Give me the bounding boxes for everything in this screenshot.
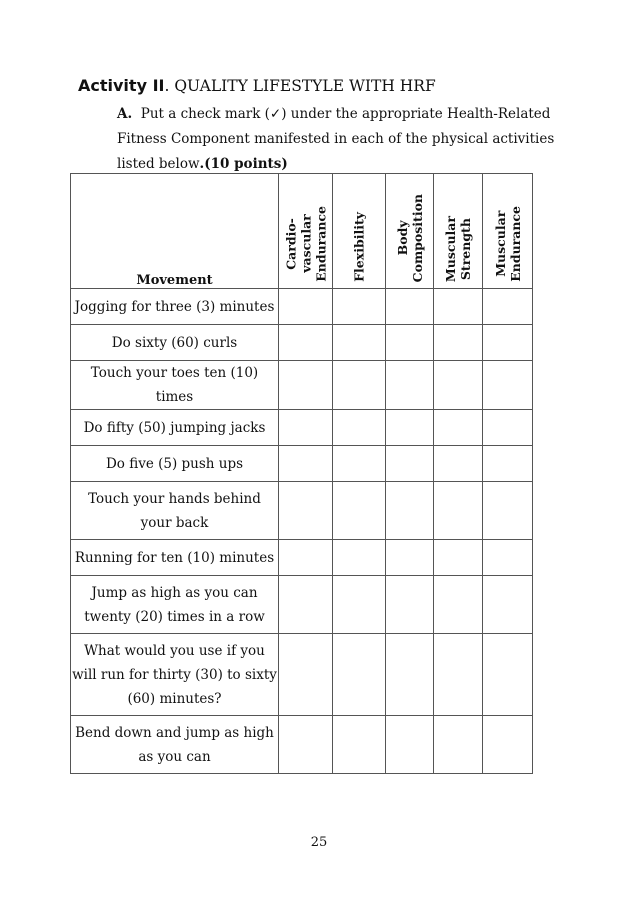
checkmark-cell[interactable] xyxy=(483,482,533,540)
page-number: 25 xyxy=(310,835,328,850)
checkmark-cell[interactable] xyxy=(386,410,434,446)
checkmark-cell[interactable] xyxy=(279,446,333,482)
checkmark-cell[interactable] xyxy=(483,410,533,446)
checkmark-cell[interactable] xyxy=(483,446,533,482)
checkmark-cell[interactable] xyxy=(279,540,333,576)
checkmark-cell[interactable] xyxy=(333,361,386,410)
movement-label: Bend down and jump as high as you can xyxy=(71,716,279,774)
checkmark-cell[interactable] xyxy=(483,634,533,716)
checkmark-cell[interactable] xyxy=(483,361,533,410)
component-header xyxy=(483,174,533,289)
checkmark-cell[interactable] xyxy=(279,289,333,325)
checkmark-cell[interactable] xyxy=(333,716,386,774)
movement-label: Jogging for three (3) minutes xyxy=(71,289,279,325)
checkmark-cell[interactable] xyxy=(386,634,434,716)
checkmark-cell[interactable] xyxy=(434,482,483,540)
checkmark-cell[interactable] xyxy=(279,576,333,634)
movement-label: Do fifty (50) jumping jacks xyxy=(71,410,279,446)
checkmark-cell[interactable] xyxy=(434,716,483,774)
table-row xyxy=(71,482,533,540)
movement-label: What would you use if you will run for thirty (30) to sixty (60) minutes? xyxy=(71,634,279,716)
component-header-label: Muscular Endurance xyxy=(492,206,523,282)
checkmark-cell[interactable] xyxy=(483,289,533,325)
component-header xyxy=(333,174,386,289)
activity-title-text: QUALITY LIFESTYLE WITH HRF xyxy=(169,77,436,95)
table-row xyxy=(71,540,533,576)
checkmark-cell[interactable] xyxy=(333,325,386,361)
instruction-letter: A. xyxy=(117,106,133,122)
checkmark-cell[interactable] xyxy=(386,716,434,774)
checkmark-cell[interactable] xyxy=(386,482,434,540)
checkmark-cell[interactable] xyxy=(483,540,533,576)
activity-label-punct: . xyxy=(164,77,170,95)
checkmark-cell[interactable] xyxy=(279,634,333,716)
table-row xyxy=(71,446,533,482)
table-row xyxy=(71,289,533,325)
component-header-label: Body Composition xyxy=(394,193,425,282)
checkmark-cell[interactable] xyxy=(483,576,533,634)
movement-label: Do five (5) push ups xyxy=(71,446,279,482)
hrf-checklist-table xyxy=(70,173,533,774)
checkmark-cell[interactable] xyxy=(434,634,483,716)
checkmark-cell[interactable] xyxy=(333,540,386,576)
checkmark-cell[interactable] xyxy=(434,410,483,446)
table-row xyxy=(71,410,533,446)
table-row xyxy=(71,716,533,774)
checkmark-cell[interactable] xyxy=(386,576,434,634)
instructions xyxy=(117,102,577,177)
checkmark-cell[interactable] xyxy=(386,446,434,482)
table-row xyxy=(71,325,533,361)
checkmark-cell[interactable] xyxy=(434,446,483,482)
checkmark-cell[interactable] xyxy=(434,325,483,361)
movement-label: Jump as high as you can twenty (20) times in a row xyxy=(71,576,279,634)
instruction-points: .(10 points) xyxy=(199,156,288,172)
checkmark-cell[interactable] xyxy=(333,576,386,634)
checkmark-cell[interactable] xyxy=(386,540,434,576)
component-header-label: Muscular Strength xyxy=(443,215,473,282)
checkmark-cell[interactable] xyxy=(333,446,386,482)
movement-label: Do sixty (60) curls xyxy=(71,325,279,361)
checkmark-cell[interactable] xyxy=(333,289,386,325)
movement-label: Touch your hands behind your back xyxy=(71,482,279,540)
movement-label: Touch your toes ten (10) times xyxy=(71,361,279,410)
movement-label: Running for ten (10) minutes xyxy=(71,540,279,576)
component-header xyxy=(434,174,483,289)
checkmark-cell[interactable] xyxy=(279,410,333,446)
activity-title xyxy=(78,76,436,95)
checkmark-cell[interactable] xyxy=(434,540,483,576)
activity-label: Activity II xyxy=(78,76,165,95)
checkmark-cell[interactable] xyxy=(434,361,483,410)
component-header-label: Cardio- vascular Endurance xyxy=(283,206,328,282)
checkmark-cell[interactable] xyxy=(483,325,533,361)
table-row xyxy=(71,634,533,716)
checkmark-cell[interactable] xyxy=(279,325,333,361)
checkmark-cell[interactable] xyxy=(434,576,483,634)
checkmark-cell[interactable] xyxy=(333,482,386,540)
checkmark-cell[interactable] xyxy=(483,716,533,774)
component-header xyxy=(279,174,333,289)
table-row xyxy=(71,361,533,410)
checkmark-cell[interactable] xyxy=(333,410,386,446)
checkmark-cell[interactable] xyxy=(386,325,434,361)
checkmark-cell[interactable] xyxy=(279,716,333,774)
checkmark-cell[interactable] xyxy=(386,361,434,410)
instruction-text: Put a check mark (✓) under the appropriate Health-Related Fitness Component manifested in each of the physical activities listed below xyxy=(117,106,555,172)
checkmark-cell[interactable] xyxy=(279,482,333,540)
checkmark-cell[interactable] xyxy=(386,289,434,325)
component-header-label: Flexibility xyxy=(351,212,367,282)
table-row xyxy=(71,576,533,634)
table-header-row xyxy=(71,174,533,289)
component-header xyxy=(386,174,434,289)
movement-header: Movement xyxy=(71,174,279,289)
checkmark-cell[interactable] xyxy=(434,289,483,325)
checkmark-cell[interactable] xyxy=(279,361,333,410)
checkmark-cell[interactable] xyxy=(333,634,386,716)
